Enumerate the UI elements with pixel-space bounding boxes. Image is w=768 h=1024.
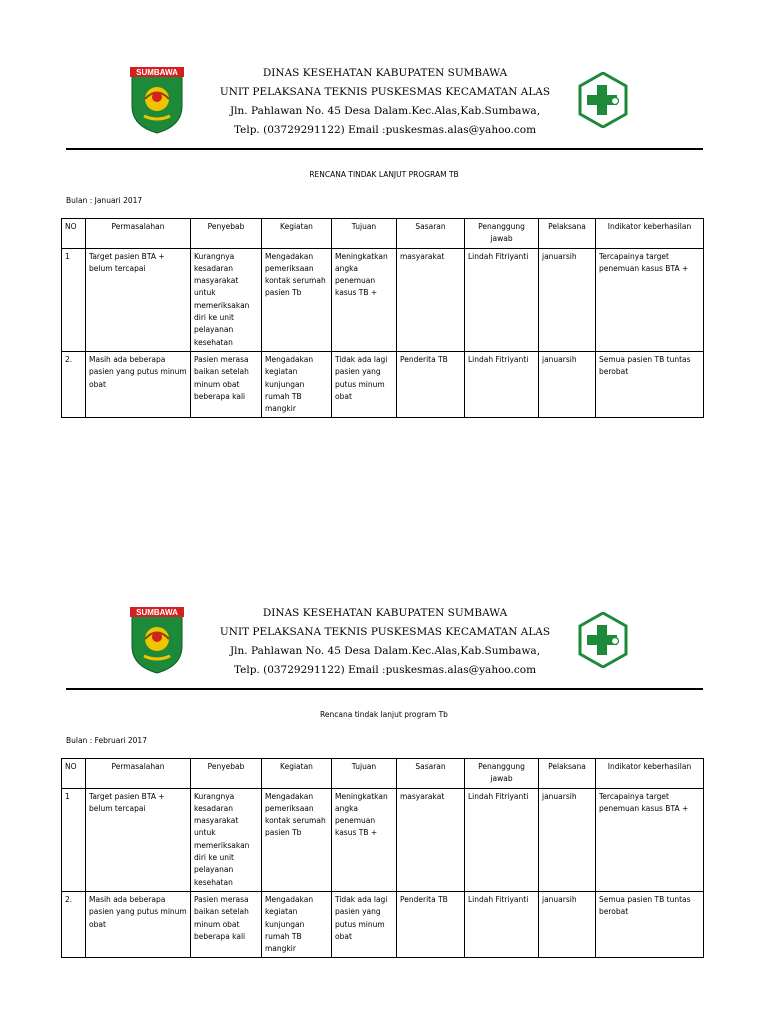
cell-permasalahan: Target pasien BTA + belum tercapai (86, 248, 191, 351)
cell-kegiatan: Mengadakan kegiatan kunjungan rumah TB mangkir (262, 351, 332, 417)
cell-indikator: Tercapainya target penemuan kasus BTA + (596, 788, 704, 891)
document-title: RENCANA TINDAK LANJUT PROGRAM TB (309, 170, 459, 179)
contact: Telp. (03729291122) Email :puskesmas.alas@yahoo.com (233, 664, 537, 676)
cell-penanggung-jawab: Lindah Fitriyanti (465, 351, 539, 417)
cell-permasalahan: Masih ada beberapa pasien yang putus minum obat (86, 891, 191, 957)
sumbawa-regency-logo (128, 606, 186, 674)
cell-no: 2. (62, 351, 86, 417)
cell-sasaran: masyarakat (397, 248, 465, 351)
header-indikator: Indikator keberhasilan (596, 759, 704, 789)
document-section-2 (0, 606, 768, 954)
action-plan-table (61, 218, 704, 418)
puskesmas-cross-logo (578, 612, 628, 668)
table-row (62, 788, 704, 891)
unit-name: UNIT PELAKSANA TEKNIS PUSKESMAS KECAMATAN ALAS (219, 86, 551, 98)
cell-no: 1 (62, 788, 86, 891)
letterhead-divider (66, 148, 703, 150)
cell-penyebab: Kurangnya kesadaran masyarakat untuk memeriksakan diri ke unit pelayanan kesehatan (191, 248, 262, 351)
letterhead-text (200, 64, 570, 140)
header-penanggung-jawab: Penanggung jawab (465, 219, 539, 249)
cell-kegiatan: Mengadakan kegiatan kunjungan rumah TB mangkir (262, 891, 332, 957)
header-pelaksana: Pelaksana (539, 219, 596, 249)
cell-tujuan: Meningkatkan angka penemuan kasus TB + (332, 788, 397, 891)
table-header-row (62, 759, 704, 789)
header-sasaran: Sasaran (397, 219, 465, 249)
header-sasaran: Sasaran (397, 759, 465, 789)
agency-name: DINAS KESEHATAN KABUPATEN SUMBAWA (262, 607, 508, 619)
cell-permasalahan: Target pasien BTA + belum tercapai (86, 788, 191, 891)
header-pelaksana: Pelaksana (539, 759, 596, 789)
cell-penanggung-jawab: Lindah Fitriyanti (465, 248, 539, 351)
table-header-row (62, 219, 704, 249)
contact: Telp. (03729291122) Email :puskesmas.alas@yahoo.com (233, 124, 537, 136)
header-indikator: Indikator keberhasilan (596, 219, 704, 249)
cell-penyebab: Pasien merasa baikan setelah minum obat beberapa kali (191, 351, 262, 417)
header-kegiatan: Kegiatan (262, 759, 332, 789)
cell-pelaksana: januarsih (539, 248, 596, 351)
cell-pelaksana: januarsih (539, 788, 596, 891)
cell-indikator: Tercapainya target penemuan kasus BTA + (596, 248, 704, 351)
document-section-1 (0, 66, 768, 414)
cell-pelaksana: januarsih (539, 891, 596, 957)
cell-no: 2. (62, 891, 86, 957)
cell-sasaran: Penderita TB (397, 351, 465, 417)
address: Jln. Pahlawan No. 45 Desa Dalam.Kec.Alas,Kab.Sumbawa, (229, 105, 541, 117)
cell-penyebab: Pasien merasa baikan setelah minum obat beberapa kali (191, 891, 262, 957)
cell-no: 1 (62, 248, 86, 351)
svg-text:SUMBAWA: SUMBAWA (136, 68, 178, 77)
letterhead (0, 606, 768, 686)
cell-sasaran: Penderita TB (397, 891, 465, 957)
header-tujuan: Tujuan (332, 219, 397, 249)
cell-penanggung-jawab: Lindah Fitriyanti (465, 788, 539, 891)
month-label: Bulan : Januari 2017 (66, 196, 143, 205)
header-no: NO (62, 759, 86, 789)
cell-penyebab: Kurangnya kesadaran masyarakat untuk memeriksakan diri ke unit pelayanan kesehatan (191, 788, 262, 891)
sumbawa-regency-logo (128, 66, 186, 134)
letterhead-text (200, 604, 570, 680)
letterhead-divider (66, 688, 703, 690)
header-permasalahan: Permasalahan (86, 219, 191, 249)
header-kegiatan: Kegiatan (262, 219, 332, 249)
address: Jln. Pahlawan No. 45 Desa Dalam.Kec.Alas,Kab.Sumbawa, (229, 645, 541, 657)
cell-tujuan: Tidak ada lagi pasien yang putus minum obat (332, 891, 397, 957)
header-penanggung-jawab: Penanggung jawab (465, 759, 539, 789)
puskesmas-cross-logo (578, 72, 628, 128)
header-penyebab: Penyebab (191, 219, 262, 249)
letterhead (0, 66, 768, 146)
action-plan-table (61, 758, 704, 958)
cell-kegiatan: Mengadakan pemeriksaan kontak serumah pasien Tb (262, 248, 332, 351)
table-row (62, 351, 704, 417)
header-no: NO (62, 219, 86, 249)
unit-name: UNIT PELAKSANA TEKNIS PUSKESMAS KECAMATAN ALAS (219, 626, 551, 638)
cell-kegiatan: Mengadakan pemeriksaan kontak serumah pasien Tb (262, 788, 332, 891)
header-penyebab: Penyebab (191, 759, 262, 789)
month-label: Bulan : Februari 2017 (66, 736, 147, 745)
cell-permasalahan: Masih ada beberapa pasien yang putus minum obat (86, 351, 191, 417)
document-title: Rencana tindak lanjut program Tb (320, 710, 448, 719)
cell-indikator: Semua pasien TB tuntas berobat (596, 351, 704, 417)
cell-tujuan: Tidak ada lagi pasien yang putus minum obat (332, 351, 397, 417)
agency-name: DINAS KESEHATAN KABUPATEN SUMBAWA (262, 67, 508, 79)
table-row (62, 248, 704, 351)
svg-text:SUMBAWA: SUMBAWA (136, 608, 178, 617)
cell-indikator: Semua pasien TB tuntas berobat (596, 891, 704, 957)
header-permasalahan: Permasalahan (86, 759, 191, 789)
header-tujuan: Tujuan (332, 759, 397, 789)
table-row (62, 891, 704, 957)
cell-tujuan: Meningkatkan angka penemuan kasus TB + (332, 248, 397, 351)
cell-penanggung-jawab: Lindah Fitriyanti (465, 891, 539, 957)
cell-sasaran: masyarakat (397, 788, 465, 891)
cell-pelaksana: januarsih (539, 351, 596, 417)
